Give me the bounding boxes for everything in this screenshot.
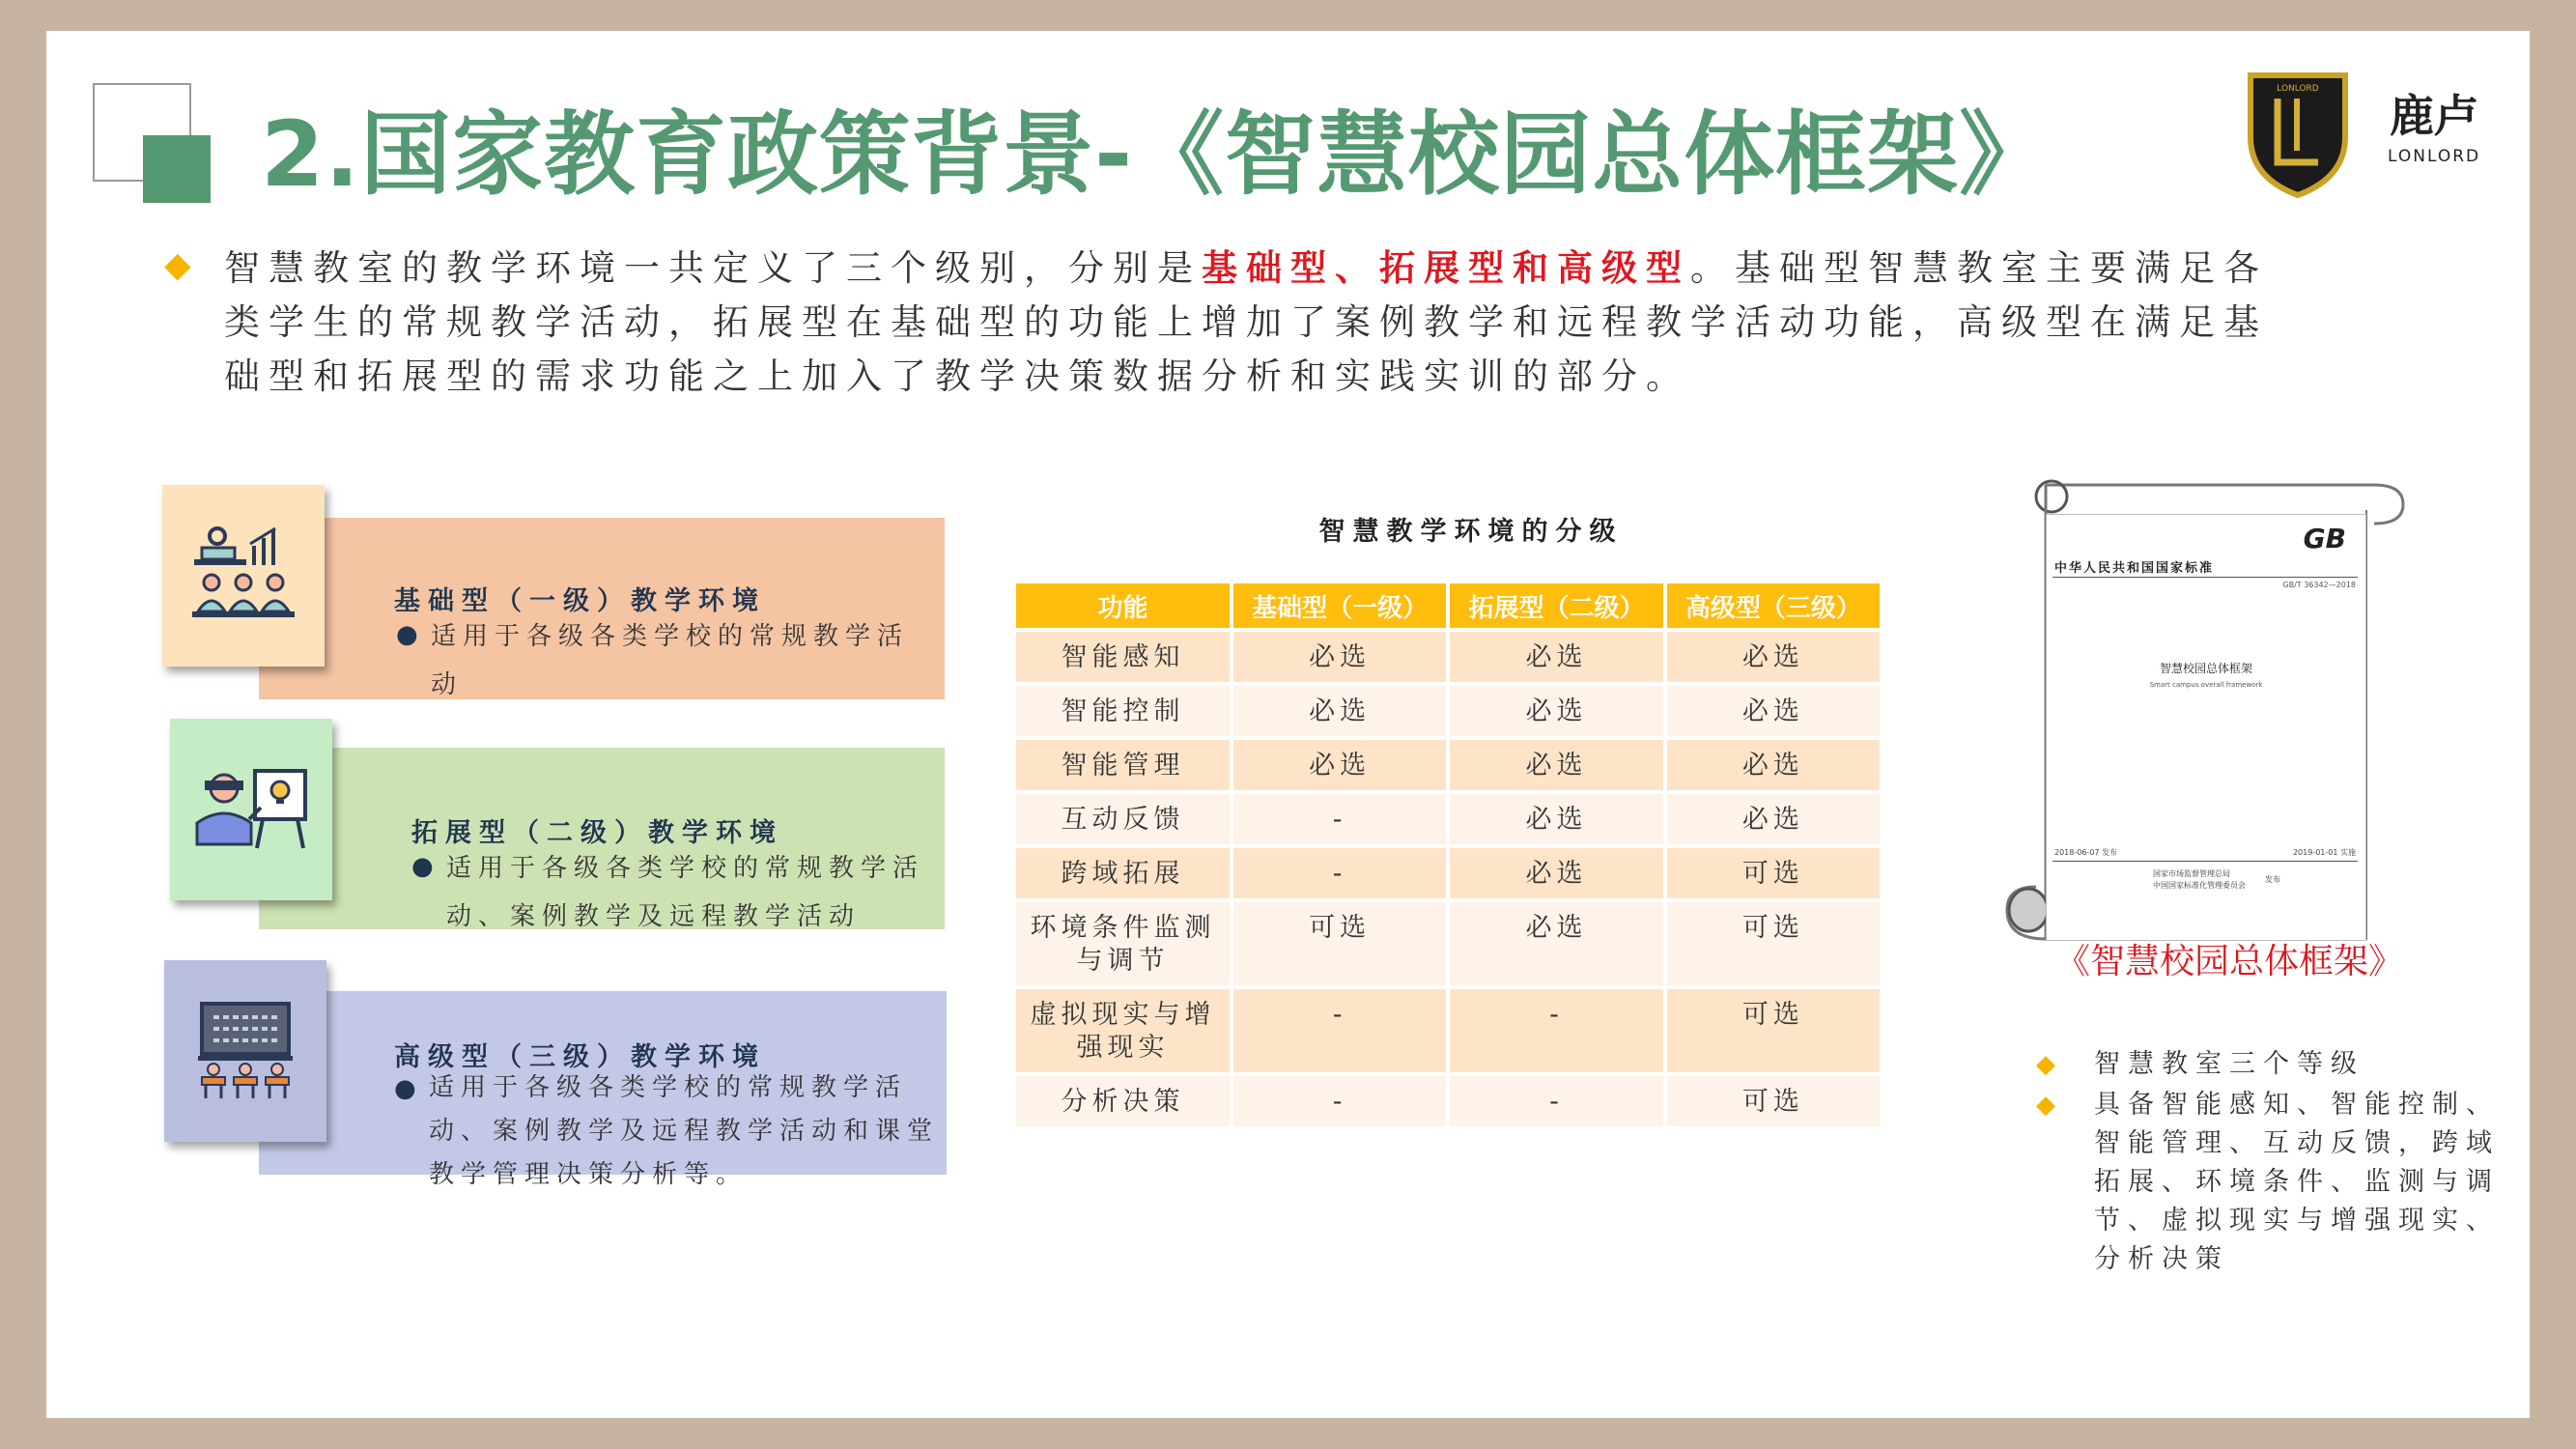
table-header-cell: 拓展型（二级） xyxy=(1450,583,1662,628)
shield-logo-icon xyxy=(2245,70,2351,199)
doc-subtitle: Smart campus overall framework xyxy=(2149,681,2263,689)
doc-issuer-suffix: 发布 xyxy=(2265,875,2280,884)
classroom-teacher-icon xyxy=(190,523,297,629)
card-extended-level xyxy=(170,719,991,970)
card-description: 适用于各级各类学校的常规教学活动、案例教学及远程教学活动 xyxy=(446,854,925,931)
card-icon-box xyxy=(164,960,326,1142)
table-header-cell: 基础型（一级） xyxy=(1233,583,1446,628)
card-advanced-level xyxy=(164,960,985,1221)
table-cell: 互动反馈 xyxy=(1016,794,1230,844)
doc-divider xyxy=(2052,577,2358,578)
svg-text:LONLORD: LONLORD xyxy=(2277,84,2319,94)
table-cell: 可选 xyxy=(1667,848,1880,898)
table-cell: 必选 xyxy=(1450,740,1662,790)
table-cell: 必选 xyxy=(1450,794,1662,844)
table-row xyxy=(1016,686,1880,736)
bullet-dot-icon: ● xyxy=(396,620,418,649)
table-row xyxy=(1016,989,1880,1072)
table-cell: - xyxy=(1233,848,1446,898)
table-header-cell: 高级型（三级） xyxy=(1667,583,1880,628)
list-item-text: 智慧教室三个等级 xyxy=(2094,1049,2364,1079)
logo-brand-text: 鹿卢 xyxy=(2390,90,2478,142)
intro-text-2: 。基础型智慧教室主要满足各类学生的常规教学活动，拓展型在基础型的功能上增加了案例教学和远程教学活动功能，高级型在满足基础型和拓展型的需求功能之上加入了教学决策数据分析和实践实训的部分。 xyxy=(224,247,2268,397)
card-icon-box xyxy=(170,719,332,900)
table-cell: 必选 xyxy=(1450,632,1662,682)
page-title: 2.国家教育政策背景-《智慧校园总体框架》 xyxy=(261,102,2052,208)
doc-title: 智慧校园总体框架 xyxy=(2159,662,2252,675)
table-cell: 虚拟现实与增强现实 xyxy=(1016,989,1230,1072)
intro-text-1: 智慧教室的教学环境一共定义了三个级别，分别是 xyxy=(224,247,1202,289)
table-cell: 智能感知 xyxy=(1016,632,1230,682)
table-cell: 智能控制 xyxy=(1016,686,1230,736)
table-cell: 必选 xyxy=(1667,740,1880,790)
intro-highlight: 基础型、拓展型和高级型 xyxy=(1202,247,1690,289)
table-row xyxy=(1016,740,1880,790)
doc-header: 中华人民共和国国家标准 xyxy=(2054,561,2215,576)
table-cell: 可选 xyxy=(1667,902,1880,985)
card-title: 拓展型（二级）教学环境 xyxy=(411,818,783,848)
table-row xyxy=(1016,848,1880,898)
table-cell: 环境条件监测与调节 xyxy=(1016,902,1230,985)
card-basic-level xyxy=(162,485,983,736)
table-row xyxy=(1016,632,1880,682)
table-cell: - xyxy=(1450,1076,1662,1126)
doc-bottom-divider xyxy=(2052,861,2358,862)
table-cell: - xyxy=(1233,1076,1446,1126)
table-cell: 可选 xyxy=(1667,1076,1880,1126)
standard-document-image xyxy=(1988,456,2432,958)
table-cell: 必选 xyxy=(1233,740,1446,790)
table-cell: 必选 xyxy=(1667,794,1880,844)
doc-date-issue: 2018-06-07 发布 xyxy=(2054,848,2118,857)
table-cell: - xyxy=(1233,794,1446,844)
table-cell: 可选 xyxy=(1233,902,1446,985)
table-cell: 必选 xyxy=(1450,848,1662,898)
list-item-text: 具备智能感知、智能控制、智能管理、互动反馈，跨域拓展、环境条件、监测与调节、虚拟现实与增强现实、分析决策 xyxy=(2094,1090,2500,1274)
table-header-row xyxy=(1016,583,1880,628)
doc-code: GB/T 36342—2018 xyxy=(2282,581,2356,589)
table-row xyxy=(1016,902,1880,985)
card-icon-box xyxy=(162,485,325,667)
standard-document-page xyxy=(2046,514,2366,941)
logo-sub-text: LONLORD xyxy=(2388,147,2481,166)
doc-issuer-2: 中国国家标准化管理委员会 xyxy=(2153,881,2246,890)
table-cell: 必选 xyxy=(1667,686,1880,736)
table-cell: 必选 xyxy=(1667,632,1880,682)
table-cell: 智能管理 xyxy=(1016,740,1230,790)
right-bullet-list xyxy=(2036,1045,2519,1281)
table-cell: - xyxy=(1450,989,1662,1072)
level-table xyxy=(1012,580,1883,1130)
slide xyxy=(46,31,2530,1418)
table-cell: 分析决策 xyxy=(1016,1076,1230,1126)
table-cell: 跨域拓展 xyxy=(1016,848,1230,898)
doc-gb-mark: GB xyxy=(2303,523,2346,554)
company-logo xyxy=(2245,70,2530,205)
table-cell: 必选 xyxy=(1233,632,1446,682)
table-header-cell: 功能 xyxy=(1016,583,1230,628)
diamond-bullet-icon: ◆ xyxy=(164,245,191,285)
card-title: 基础型（一级）教学环境 xyxy=(394,586,766,616)
decorative-square-filled xyxy=(143,135,211,203)
presenter-board-icon xyxy=(193,761,309,858)
list-item xyxy=(2036,1045,2519,1084)
table-cell: - xyxy=(1233,989,1446,1072)
card-description: 适用于各级各类学校的常规教学活动 xyxy=(431,622,910,699)
diamond-bullet-icon: ◆ xyxy=(2036,1050,2063,1079)
card-title: 高级型（三级）教学环境 xyxy=(394,1042,766,1072)
bullet-dot-icon: ● xyxy=(394,1074,416,1103)
table-cell: 必选 xyxy=(1450,902,1662,985)
table-caption: 智慧教学环境的分级 xyxy=(1318,517,1624,547)
bullet-dot-icon: ● xyxy=(411,852,434,881)
table-row xyxy=(1016,794,1880,844)
diamond-bullet-icon: ◆ xyxy=(2036,1091,2063,1120)
card-description: 适用于各级各类学校的常规教学活动、案例教学及远程教学活动和课堂教学管理决策分析等。 xyxy=(429,1073,940,1189)
table-cell: 可选 xyxy=(1667,989,1880,1072)
intro-paragraph xyxy=(164,242,2289,404)
document-caption: 《智慧校园总体框架》 xyxy=(2054,942,2403,981)
table-cell: 必选 xyxy=(1233,686,1446,736)
doc-issuer-1: 国家市场监督管理总局 xyxy=(2153,869,2230,878)
screen-desks-icon xyxy=(192,998,298,1104)
table-cell: 必选 xyxy=(1450,686,1662,736)
table-row xyxy=(1016,1076,1880,1126)
doc-date-impl: 2019-01-01 实施 xyxy=(2292,848,2356,857)
list-item xyxy=(2036,1086,2519,1279)
